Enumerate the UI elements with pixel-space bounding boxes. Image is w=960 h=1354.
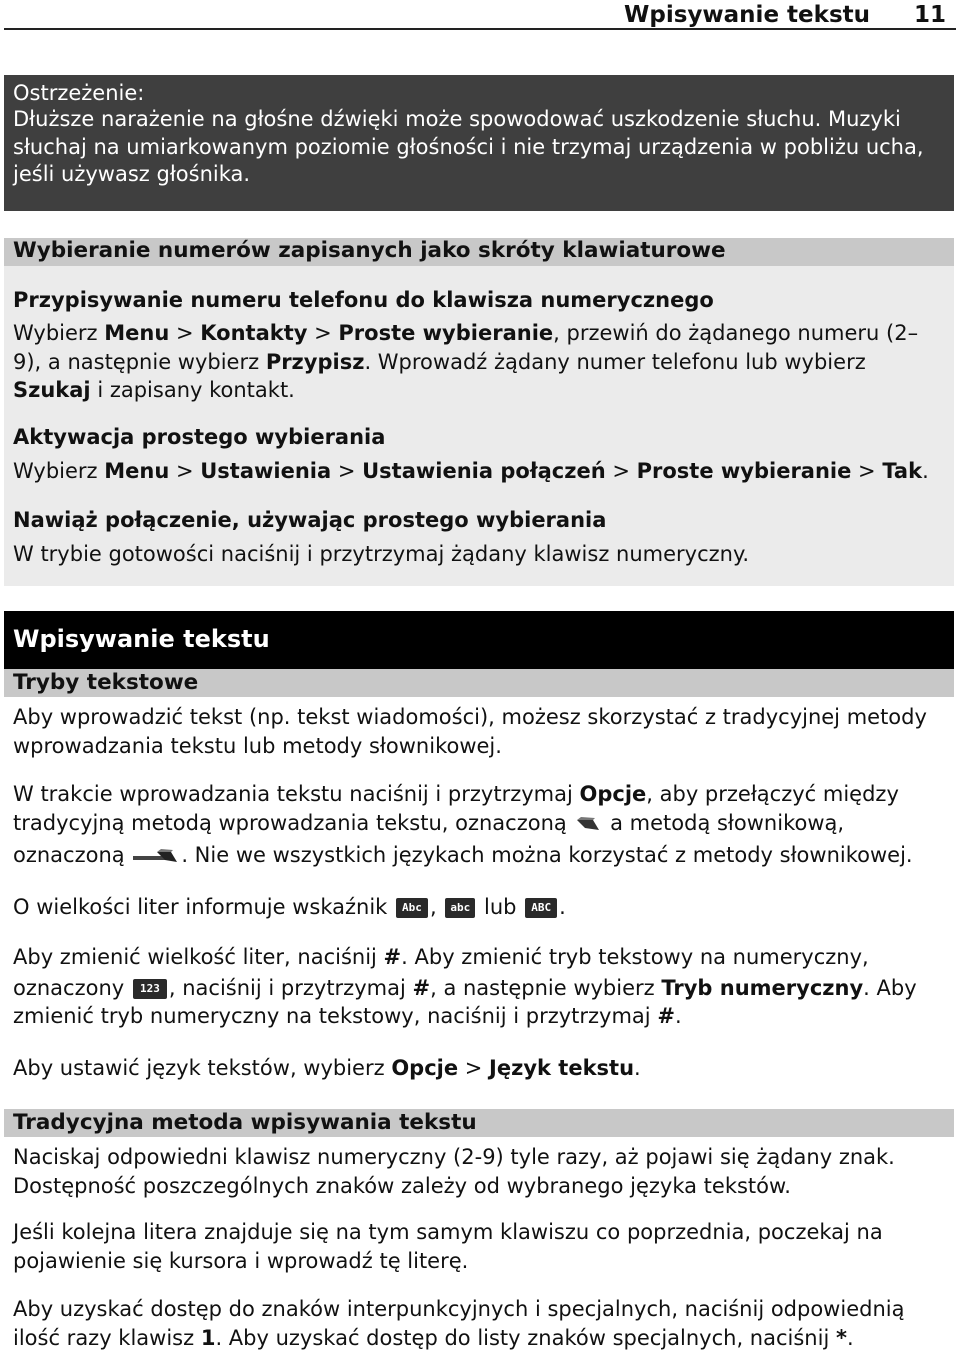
warning-line: Dłuższe narażenie na głośne dźwięki może spowodować uszkodzenie słuchu. Muzyki bbox=[13, 107, 901, 131]
activate-text: Wybierz Menu > Ustawienia > Ustawienia połączeń > Proste wybieranie > Tak. bbox=[13, 459, 929, 483]
traditional-p3: Aby uzyskać dostęp do znaków interpunkcyjnych i specjalnych, naciśnij odpowiednią ilość razy klawisz 1. Aby uzyskać dostęp do listy znaków specjalnych, naciśnij *. bbox=[13, 1297, 905, 1350]
speed-dial-heading: Wybieranie numerów zapisanych jako skróty klawiaturowe bbox=[13, 238, 726, 263]
traditional-mode-pen-icon bbox=[573, 814, 603, 834]
warning-title: Ostrzeżenie: bbox=[13, 81, 145, 105]
warning-line: słuchaj na umiarkowanym poziomie głośności i nie trzymaj urządzenia w pobliżu ucha, bbox=[13, 134, 924, 159]
numeric-mode-text: Aby zmienić wielkość liter, naciśnij #. Aby zmienić tryb tekstowy na numeryczny, oznaczony 123 , naciśnij i przytrzymaj #, a następnie wybierz Tryb numeryczny. Aby zmienić tryb numeryczny na tekstowy, naciśnij i przytrzymaj #. bbox=[13, 945, 917, 1028]
sentence-case-icon: Abc bbox=[396, 898, 428, 918]
lower-case-icon: abc bbox=[445, 898, 475, 918]
numeric-mode-icon: 123 bbox=[133, 979, 167, 999]
warning-line: jeśli używasz głośnika. bbox=[13, 162, 251, 186]
modes-heading: Tryby tekstowe bbox=[13, 670, 199, 695]
traditional-p1: Naciskaj odpowiedni klawisz numeryczny (2-9) tyle razy, aż pojawi się żądany znak. Dostępność poszczególnych znaków zależy od wybranego języka tekstów. bbox=[13, 1145, 895, 1198]
menu-path-speed-dial: Proste wybieranie bbox=[338, 321, 554, 345]
chapter-heading-bar bbox=[4, 611, 954, 669]
call-heading: Nawiąż połączenie, używając prostego wybierania bbox=[13, 508, 607, 532]
chapter-heading: Wpisywanie tekstu bbox=[13, 625, 270, 653]
menu-path-menu: Menu bbox=[104, 321, 170, 345]
assign-heading: Przypisywanie numeru telefonu do klawisza numerycznego bbox=[13, 288, 714, 312]
case-indicator-text: O wielkości liter informuje wskaźnik Abc , abc lub ABC . bbox=[13, 895, 566, 919]
assign-text: Wybierz Menu > Kontakty > Proste wybieranie, przewiń do żądanego numeru (2– 9), a następnie wybierz Przypisz. Wprowadź żądany numer telefonu lub wybierz Szukaj i zapisany kontakt. bbox=[13, 321, 919, 402]
predictive-mode-pen-icon bbox=[131, 846, 181, 866]
warning-text bbox=[13, 106, 946, 189]
warning-box bbox=[4, 75, 954, 211]
traditional-heading: Tradycyjna metoda wpisywania tekstu bbox=[13, 1110, 477, 1135]
traditional-p2: Jeśli kolejna litera znajduje się na tym samym klawiszu co poprzednia, poczekaj na pojawienie się kursora i wprowadź tę literę. bbox=[13, 1220, 883, 1273]
activate-heading: Aktywacja prostego wybierania bbox=[13, 425, 386, 449]
menu-path-contacts: Kontakty bbox=[200, 321, 308, 345]
language-text: Aby ustawić język tekstów, wybierz Opcje > Język tekstu. bbox=[13, 1056, 641, 1080]
assign-option: Przypisz bbox=[265, 349, 365, 374]
upper-case-icon: ABC bbox=[525, 898, 557, 918]
page-number: 11 bbox=[913, 2, 946, 28]
page-header-title: Wpisywanie tekstu bbox=[624, 2, 870, 28]
header-divider bbox=[4, 28, 956, 30]
search-option: Szukaj bbox=[13, 378, 91, 402]
modes-intro: Aby wprowadzić tekst (np. tekst wiadomości), możesz skorzystać z tradycyjnej metody wprowadzania tekstu lub metody słownikowej. bbox=[13, 705, 927, 758]
call-text: W trybie gotowości naciśnij i przytrzymaj żądany klawisz numeryczny. bbox=[13, 542, 750, 566]
modes-switch-text: W trakcie wprowadzania tekstu naciśnij i przytrzymaj Opcje, aby przełączyć między tradycyjną metodą wprowadzania tekstu, oznaczoną a metodą słownikową, oznaczoną . Nie we wszystkich językach można korzystać z metody słownikowej. bbox=[13, 782, 913, 867]
